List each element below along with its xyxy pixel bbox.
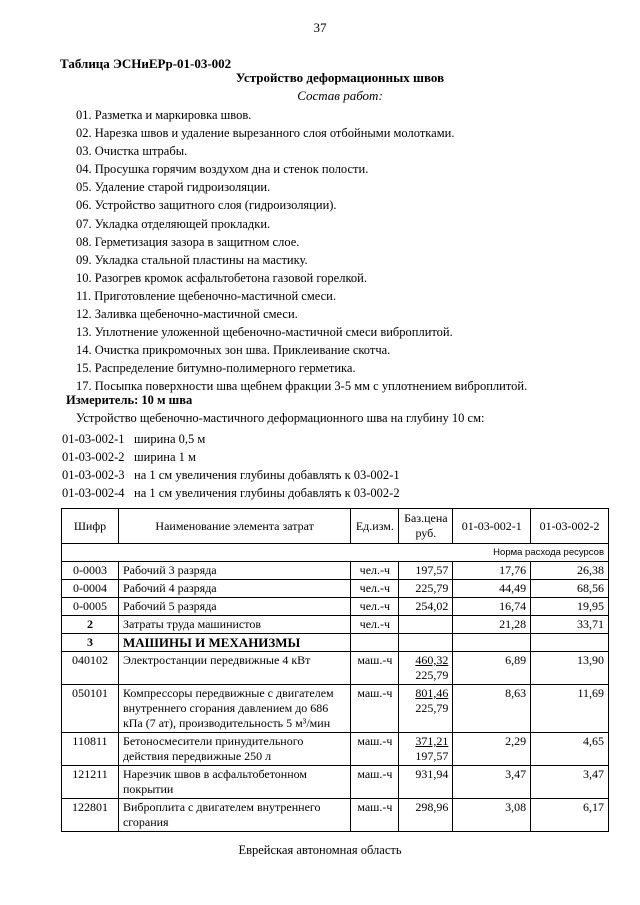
table-row xyxy=(62,799,609,832)
cell-v1: 16,74 xyxy=(453,598,531,616)
cell-v2: 13,90 xyxy=(531,652,609,685)
cell-price: 225,79 xyxy=(399,580,453,598)
cell-v1: 2,29 xyxy=(453,733,531,766)
variant-item xyxy=(62,430,400,448)
cell-v2: 3,47 xyxy=(531,766,609,799)
cell-unit: чел.-ч xyxy=(351,598,399,616)
meter-label: Измеритель: 10 м шва xyxy=(66,393,193,407)
cell-v2: 33,71 xyxy=(531,616,609,634)
header-col2: 01-03-002-2 xyxy=(531,509,609,544)
work-item: 09. Укладка стальной пластины на мастику. xyxy=(76,252,308,267)
cell-name: Электростанции передвижные 4 кВт xyxy=(118,652,350,685)
work-item: 06. Устройство защитного слоя (гидроизоляции). xyxy=(76,198,337,213)
work-item: 13. Уплотнение уложенной щебеночно-мастичной смеси виброплитой. xyxy=(76,325,453,340)
work-item: 08. Герметизация зазора в защитном слое. xyxy=(76,234,300,249)
cell-name: Компрессоры передвижные с двигателем внутреннего сгорания давлением до 686 кПа (7 ат), производительность 5 м³/мин xyxy=(118,685,350,733)
variant-code: 01-03-002-1 xyxy=(62,432,125,446)
cell-v1: 3,08 xyxy=(453,799,531,832)
price-main: 371,21 xyxy=(415,734,449,748)
table-row xyxy=(62,616,609,634)
table-row xyxy=(62,766,609,799)
work-item: 17. Посыпка поверхности шва щебнем фракции 3-5 мм с уплотнением виброплитой. xyxy=(76,379,528,394)
header-code: Шифр xyxy=(62,509,119,544)
cell-unit: маш.-ч xyxy=(351,799,399,832)
cell-code: 0-0003 xyxy=(62,562,119,580)
variant-item xyxy=(62,466,400,484)
cell-price xyxy=(399,733,453,766)
cell-unit: чел.-ч xyxy=(351,562,399,580)
table-row xyxy=(62,733,609,766)
variant-list xyxy=(62,430,400,502)
header-unit: Ед.изм. xyxy=(351,509,399,544)
table-row xyxy=(62,562,609,580)
variant-code: 01-03-002-4 xyxy=(62,486,125,501)
variant-text: ширина 1 м xyxy=(134,450,196,465)
cell-name: Рабочий 5 разряда xyxy=(118,598,350,616)
works-subtitle: Состав работ: xyxy=(297,88,383,103)
cell-name: Виброплита с двигателем внутреннего сгорания xyxy=(118,799,350,832)
header-col1: 01-03-002-1 xyxy=(453,509,531,544)
work-item: 12. Заливка щебеночно-мастичной смеси. xyxy=(76,307,298,322)
work-item: 07. Укладка отделяющей прокладки. xyxy=(76,216,271,231)
cell-v1: 8,63 xyxy=(453,685,531,733)
resource-table xyxy=(61,508,609,832)
variant-text: на 1 см увеличения глубины добавлять к 03-002-1 xyxy=(134,468,400,483)
variant-text: ширина 0,5 м xyxy=(134,432,206,446)
cell-price xyxy=(399,685,453,733)
document-title: Устройство деформационных швов xyxy=(235,70,445,85)
cell-v1: 21,28 xyxy=(453,616,531,634)
cell-v2: 19,95 xyxy=(531,598,609,616)
variant-code: 01-03-002-2 xyxy=(62,450,125,465)
cell-name: Бетоносмесители принудительного действия передвижные 250 л xyxy=(118,733,350,766)
cell-v2: 26,38 xyxy=(531,562,609,580)
cell-code: 2 xyxy=(62,616,119,634)
cell-name: Затраты труда машинистов xyxy=(118,616,350,634)
cell-price: 254,02 xyxy=(399,598,453,616)
variant-code: 01-03-002-3 xyxy=(62,468,125,483)
work-item: 05. Удаление старой гидроизоляции. xyxy=(76,180,271,195)
cell-code: 050101 xyxy=(62,685,119,733)
cell-name: Нарезчик швов в асфальтобетонном покрытии xyxy=(118,766,350,799)
cell-price: 197,57 xyxy=(399,562,453,580)
cell-v1: 3,47 xyxy=(453,766,531,799)
price-secondary: 197,57 xyxy=(415,749,449,763)
work-item: 02. Нарезка швов и удаление вырезанного слоя отбойными молотками. xyxy=(76,126,455,141)
work-item: 14. Очистка прикромочных зон шва. Приклеивание скотча. xyxy=(76,343,391,358)
cell-code: 121211 xyxy=(62,766,119,799)
price-main: 801,46 xyxy=(415,686,449,700)
cell-price: 931,94 xyxy=(399,766,453,799)
cell-code: 0-0005 xyxy=(62,598,119,616)
cell-v1: 6,89 xyxy=(453,652,531,685)
cell-code: 0-0004 xyxy=(62,580,119,598)
header-name: Наименование элемента затрат xyxy=(118,509,350,544)
variant-item xyxy=(62,448,400,466)
table-header-row xyxy=(62,509,609,544)
page-number: 37 xyxy=(313,20,327,35)
cell-v1: 44,49 xyxy=(453,580,531,598)
section-row xyxy=(62,634,609,652)
cell-name: Рабочий 4 разряда xyxy=(118,580,350,598)
cell-price: 298,96 xyxy=(399,799,453,832)
cell-unit: чел.-ч xyxy=(351,616,399,634)
work-item: 01. Разметка и маркировка швов. xyxy=(76,108,252,122)
work-description: Устройство щебеночно-мастичного деформационного шва на глубину 10 см: xyxy=(76,411,485,425)
work-item: 03. Очистка штрабы. xyxy=(76,144,188,159)
cell-v1: 17,76 xyxy=(453,562,531,580)
norm-label-row xyxy=(62,544,609,562)
works-list xyxy=(76,106,527,396)
cell-unit: маш.-ч xyxy=(351,733,399,766)
cell-code: 110811 xyxy=(62,733,119,766)
cell-name: Рабочий 3 разряда xyxy=(118,562,350,580)
cell-v2: 6,17 xyxy=(531,799,609,832)
cell-v2: 4,65 xyxy=(531,733,609,766)
price-secondary: 225,79 xyxy=(415,701,449,715)
cell-code: 040102 xyxy=(62,652,119,685)
table-id: Таблица ЭСНиЕРр-01-03-002 xyxy=(60,56,232,71)
cell-v2: 68,56 xyxy=(531,580,609,598)
section-title: МАШИНЫ И МЕХАНИЗМЫ xyxy=(118,634,350,652)
table-row xyxy=(62,598,609,616)
cell-unit: маш.-ч xyxy=(351,652,399,685)
work-item: 10. Разогрев кромок асфальтобетона газовой горелкой. xyxy=(76,270,367,285)
cell-unit: маш.-ч xyxy=(351,766,399,799)
price-main: 460,32 xyxy=(415,653,449,667)
variant-item xyxy=(62,484,400,502)
price-secondary: 225,79 xyxy=(415,668,449,682)
work-item: 04. Просушка горячим воздухом дна и стенок полости. xyxy=(76,162,369,177)
cell-price xyxy=(399,652,453,685)
cell-v2: 11,69 xyxy=(531,685,609,733)
header-price: Баз.цена руб. xyxy=(399,509,453,544)
cell-unit: чел.-ч xyxy=(351,580,399,598)
cell-price xyxy=(399,616,453,634)
work-item: 15. Распределение битумно-полимерного герметика. xyxy=(76,361,356,376)
table-row xyxy=(62,652,609,685)
variant-text: на 1 см увеличения глубины добавлять к 03-002-2 xyxy=(134,486,400,501)
section-code: 3 xyxy=(62,634,119,652)
cell-code: 122801 xyxy=(62,799,119,832)
table-row xyxy=(62,580,609,598)
footer-region: Еврейская автономная область xyxy=(238,843,402,857)
norm-label: Норма расхода ресурсов xyxy=(62,544,609,562)
work-item: 11. Приготовление щебеночно-мастичной смеси. xyxy=(76,288,336,303)
cell-unit: маш.-ч xyxy=(351,685,399,733)
table-row xyxy=(62,685,609,733)
